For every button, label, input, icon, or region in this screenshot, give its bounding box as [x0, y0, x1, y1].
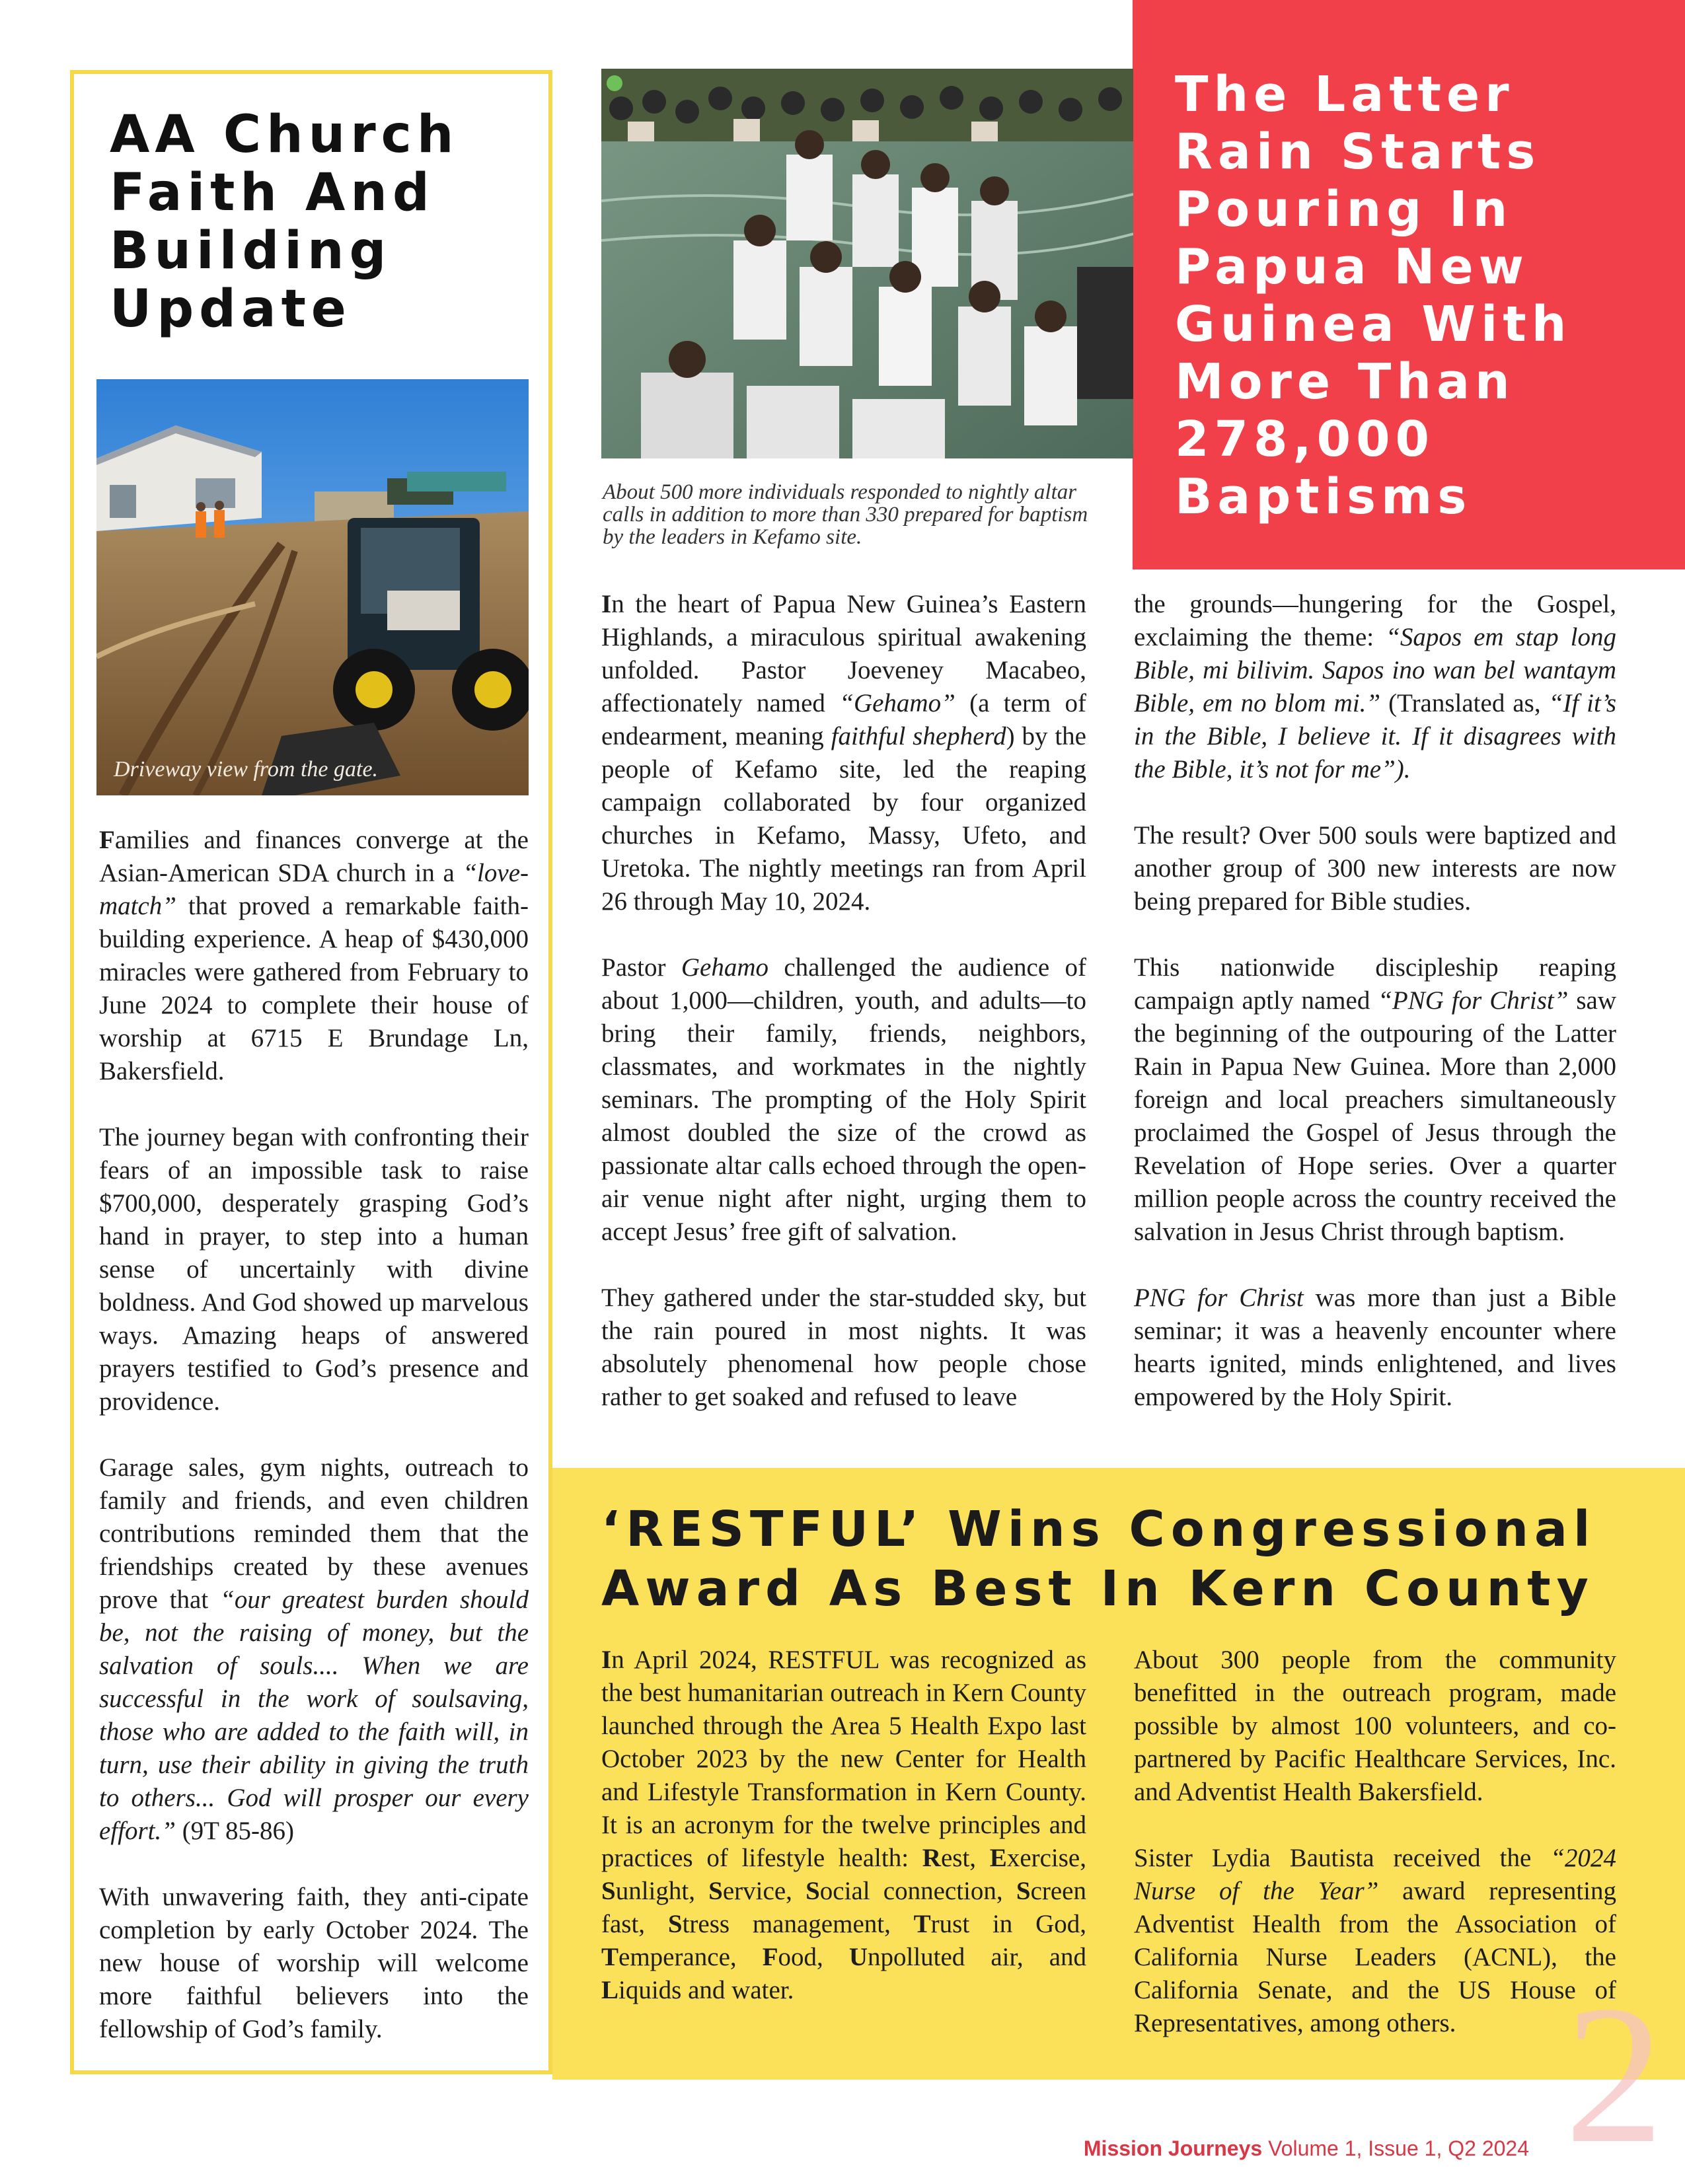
italic-text: “Gehamo” — [839, 689, 955, 717]
page-number: 2 — [1565, 1965, 1664, 2184]
png-article-title: The Latter Rain Starts Pouring In Papua New Guinea With More Than 278,000 Baptisms — [1175, 66, 1572, 525]
text-run: that proved a remarkable faith-building experience. A heap of $430,000 miracles were gathered from February to June 2024 to complete their house of worship at 6715 E Brundage Ln, Bakersfield. — [99, 892, 529, 1085]
italic-text: “If it’s in the Bible, I believe it. If it disagrees with the Bible, it’s not for me”). — [1134, 689, 1616, 783]
footer — [1084, 2136, 1529, 2161]
italic-text: “PNG for Christ” — [1378, 986, 1569, 1015]
png-article-paragraph — [1134, 1282, 1616, 1414]
text-run: award representing Adventist Health from the Association of California Nurse Leaders (ACNL), the California Senate, and the US House of Representatives, among others. — [1134, 1877, 1616, 2037]
restful-article-paragraph — [1134, 1842, 1616, 2040]
baptism-photo — [601, 69, 1133, 458]
text-run: (Translated as, — [1380, 689, 1549, 717]
principle-item — [922, 1844, 990, 1872]
principle-rest: ocial connection, — [819, 1877, 1016, 1905]
text-run: saw the beginning of the outpouring of the Latter Rain in Papua New Guinea. More than 2,000 foreign and local preachers simultaneously proclaimed the Gospel of Jesus through the Revelation of Hope series. Over a quarter million people across the country received the salvation in Jesus Christ through baptism. — [1134, 986, 1616, 1246]
text-run: challenged the audience of about 1,000—children, youth, and adults—to bring their family, friends, neighbors, classmates, and workmates in the nightly seminars. The prompting of the Holy Spirit almost doubled the size of the crowd as passionate altar calls echoed through the open-air venue night after night, urging them to accept Jesus’ free gift of salvation. — [601, 953, 1087, 1246]
text-run: n the heart of Papua New Guinea’s Eastern Highlands, a miraculous spiritual awakening unfolded. Pastor Joeveney Macabeo, affectionately named — [601, 590, 1086, 717]
principle-initial: T — [913, 1910, 931, 1938]
png-article-paragraph: They gathered under the star-studded sky, but the rain poured in most nights. It was absolutely phenomenal how people chose rather to get soaked and refused to leave — [601, 1284, 1086, 1411]
left-article-title: AA Church Faith And Building Update — [110, 105, 459, 339]
principle-rest: tress management, — [682, 1910, 914, 1938]
issue-info: Volume 1, Issue 1, Q2 2024 — [1262, 2136, 1529, 2160]
principle-initial: S — [1016, 1877, 1031, 1905]
principle-rest: rust in God, — [930, 1910, 1086, 1938]
italic-text: PNG for Christ — [1134, 1284, 1304, 1312]
principle-initial: U — [848, 1943, 868, 1971]
png-article-paragraph — [601, 588, 1086, 918]
text-run: Sister Lydia Bautista received the — [1134, 1844, 1551, 1872]
citation: (9T 85-86) — [175, 1817, 295, 1845]
png-article-paragraph — [1134, 951, 1616, 1249]
principle-rest: unlight, — [615, 1877, 709, 1905]
restful-article-column-2 — [1134, 1644, 1616, 2040]
text-run: Garage sales, gym nights, outreach to family and friends, and even children contributions reminded them that the friendships created by these avenues prove that — [99, 1453, 529, 1614]
text-run: ) by the people of Kefamo site, led the reaping campaign collaborated by four organized churches in Kefamo, Massy, Ufeto, and Uretoka. The nightly meetings ran from April 26 through May 10, 2024. — [601, 722, 1086, 916]
principle-initial: S — [601, 1877, 616, 1905]
magazine-name: Mission Journeys — [1083, 2136, 1263, 2160]
principle-initial: S — [667, 1910, 683, 1938]
dropcap: F — [99, 826, 115, 854]
dropcap: I — [601, 590, 612, 618]
principle-initial: R — [922, 1844, 941, 1872]
text-run: n April 2024, RESTFUL was recognized as the best humanitarian outreach in Kern County launched through the Area 5 Health Expo last October 2023 by the new Center for Health and Lifestyle Transformation in Kern County. It is an acronym for the twelve principles and practices of lifestyle health: — [601, 1646, 1086, 1872]
png-article-paragraph: The result? Over 500 souls were baptized and another group of 300 new interests are now being prepared for Bible studies. — [1134, 821, 1616, 916]
principle-initial: S — [708, 1877, 723, 1905]
principle-initial: F — [762, 1943, 778, 1971]
restful-article-column-1 — [601, 1644, 1086, 2007]
principle-rest: emperance, — [618, 1943, 763, 1971]
restful-article-paragraph: About 300 people from the community benefitted in the outreach program, made possible by almost 100 volunteers, and co-partnered by Pacific Healthcare Services, Inc. and Adventist Health Bakersfield. — [1134, 1646, 1616, 1806]
left-article-paragraph: The journey began with confronting their fears of an impossible task to raise $700,000, desperately grasping God’s hand in prayer, to step into a human sense of uncertainly with divine boldness. And God showed up marvelous ways. Amazing heaps of answered prayers testified to God’s presence and providence. — [99, 1123, 529, 1416]
dropcap: I — [601, 1646, 612, 1674]
principle-item — [805, 1877, 1016, 1905]
principle-item — [990, 1844, 1086, 1872]
text-run: and — [1049, 1943, 1087, 1971]
left-article-paragraph — [99, 1451, 529, 1848]
restful-article-title: ‘RESTFUL’ Wins Congressional Award As Best In Kern County — [601, 1501, 1596, 1617]
principle-rest: iquids and water. — [618, 1976, 794, 2004]
text-run: amilies and finances converge at the Asian-American SDA church in a — [99, 826, 529, 887]
construction-photo-image — [96, 379, 529, 795]
principle-initial: T — [601, 1943, 619, 1971]
principle-item — [601, 1943, 763, 1971]
italic-text: faithful shepherd — [831, 722, 1006, 750]
baptism-photo-caption: About 500 more individuals responded to nightly altar calls in addition to more than 330 prepared for baptism by the leaders in Kefamo site. — [603, 480, 1088, 549]
principle-item — [763, 1943, 849, 1971]
construction-photo — [96, 379, 529, 795]
principle-item — [668, 1910, 914, 1938]
png-article-paragraph — [1134, 588, 1616, 786]
principle-rest: ervice, — [722, 1877, 806, 1905]
principle-rest: ood, — [778, 1943, 849, 1971]
construction-photo-caption: Driveway view from the gate. — [114, 757, 379, 782]
text-run: was more than just a Bible seminar; it was a heavenly encounter where hearts ignited, minds enlightened, and lives empowered by the Holy Spirit. — [1134, 1284, 1616, 1411]
italic-text: “Sapos em stap long Bible, mi bilivim. Sapos ino wan bel wantaym Bible, em no blom mi.” — [1134, 623, 1616, 717]
text-run: (a term of endearment, meaning — [601, 689, 1086, 750]
restful-article-paragraph — [601, 1644, 1086, 2007]
principle-item — [849, 1943, 1049, 1971]
text-run: Pastor — [601, 953, 681, 982]
png-article-paragraph — [601, 951, 1086, 1249]
principle-initial: S — [805, 1877, 820, 1905]
png-article-column-1 — [601, 588, 1086, 1414]
principle-rest: npolluted air, — [867, 1943, 1049, 1971]
italic-text: “love-match” — [99, 859, 529, 920]
left-article-body — [99, 824, 529, 2046]
png-article-column-2 — [1134, 588, 1616, 1414]
italic-text: Gehamo — [681, 953, 768, 982]
text-run: This nationwide discipleship reaping campaign aptly named — [1134, 953, 1616, 1015]
left-article-paragraph — [99, 824, 529, 1088]
principle-item — [601, 1877, 708, 1905]
principle-rest: xercise, — [1006, 1844, 1086, 1872]
text-run: the grounds—hungering for the Gospel, exclaiming the theme: — [1134, 590, 1616, 651]
baptism-photo-image — [601, 69, 1133, 458]
principle-item — [914, 1910, 1086, 1938]
italic-text: “2024 Nurse of the Year” — [1134, 1844, 1616, 1905]
principle-initial: L — [601, 1976, 619, 2004]
principle-item — [601, 1976, 794, 2004]
quote-text: “our greatest burden should be, not the raising of money, but the salvation of souls.... When we are successful in the work of soulsaving, those who are added to the faith will, in turn, use their ability in giving the truth to others... God will prosper our every effort.” — [99, 1585, 529, 1845]
principle-item — [708, 1877, 805, 1905]
principle-initial: E — [989, 1844, 1007, 1872]
left-article-paragraph: With unwavering faith, they anti-cipate completion by early October 2024. The new house of worship will welcome more faithful believers into the fellowship of God’s family. — [99, 1883, 529, 2043]
principle-rest: est, — [940, 1844, 990, 1872]
principle-rest: creen fast, — [601, 1877, 1086, 1938]
